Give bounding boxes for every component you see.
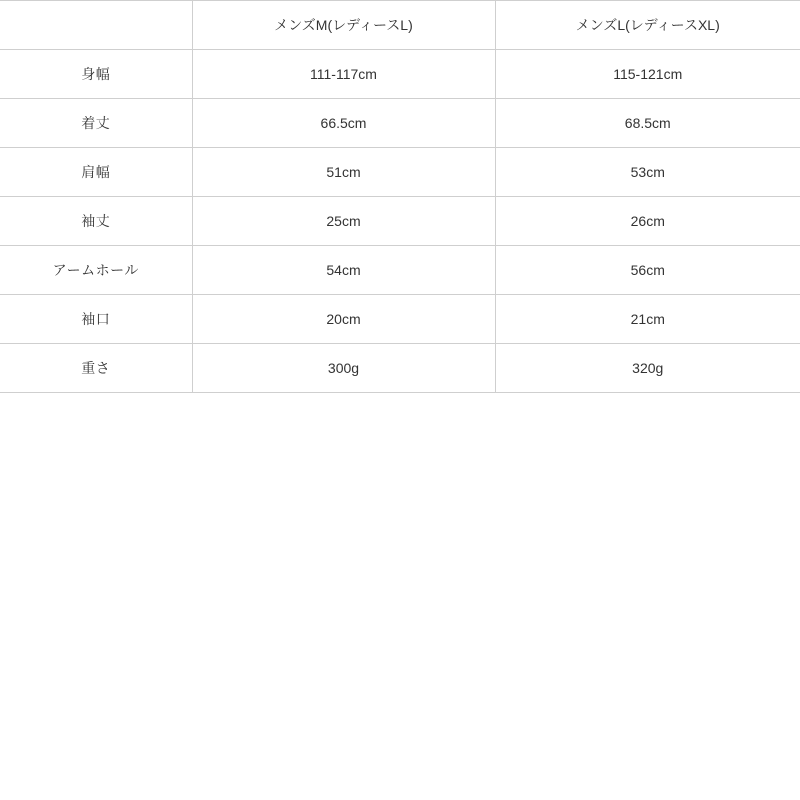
table-row <box>0 295 800 344</box>
cell-body-width-l: 115-121cm <box>495 50 800 99</box>
cell-cuff-l: 21cm <box>495 295 800 344</box>
cell-sleeve-length-m: 25cm <box>192 197 495 246</box>
table-body <box>0 50 800 393</box>
table-header-size-m: メンズM(レディースL) <box>192 1 495 50</box>
page-spacer <box>0 393 800 403</box>
table-row <box>0 148 800 197</box>
cell-length-l: 68.5cm <box>495 99 800 148</box>
table-row <box>0 50 800 99</box>
cell-armhole-m: 54cm <box>192 246 495 295</box>
row-label-armhole: アームホール <box>0 246 192 295</box>
row-label-cuff: 袖口 <box>0 295 192 344</box>
table-row <box>0 344 800 393</box>
cell-weight-l: 320g <box>495 344 800 393</box>
cell-length-m: 66.5cm <box>192 99 495 148</box>
table-header-size-l: メンズL(レディースXL) <box>495 1 800 50</box>
cell-weight-m: 300g <box>192 344 495 393</box>
size-chart-table <box>0 0 800 393</box>
row-label-shoulder-width: 肩幅 <box>0 148 192 197</box>
cell-cuff-m: 20cm <box>192 295 495 344</box>
row-label-length: 着丈 <box>0 99 192 148</box>
row-label-sleeve-length: 袖丈 <box>0 197 192 246</box>
table-header-row <box>0 1 800 50</box>
table-row <box>0 246 800 295</box>
table-header <box>0 1 800 50</box>
cell-shoulder-width-m: 51cm <box>192 148 495 197</box>
cell-body-width-m: 111-117cm <box>192 50 495 99</box>
table-row <box>0 197 800 246</box>
table-row <box>0 99 800 148</box>
cell-armhole-l: 56cm <box>495 246 800 295</box>
cell-shoulder-width-l: 53cm <box>495 148 800 197</box>
row-label-body-width: 身幅 <box>0 50 192 99</box>
table-header-corner <box>0 1 192 50</box>
cell-sleeve-length-l: 26cm <box>495 197 800 246</box>
row-label-weight: 重さ <box>0 344 192 393</box>
